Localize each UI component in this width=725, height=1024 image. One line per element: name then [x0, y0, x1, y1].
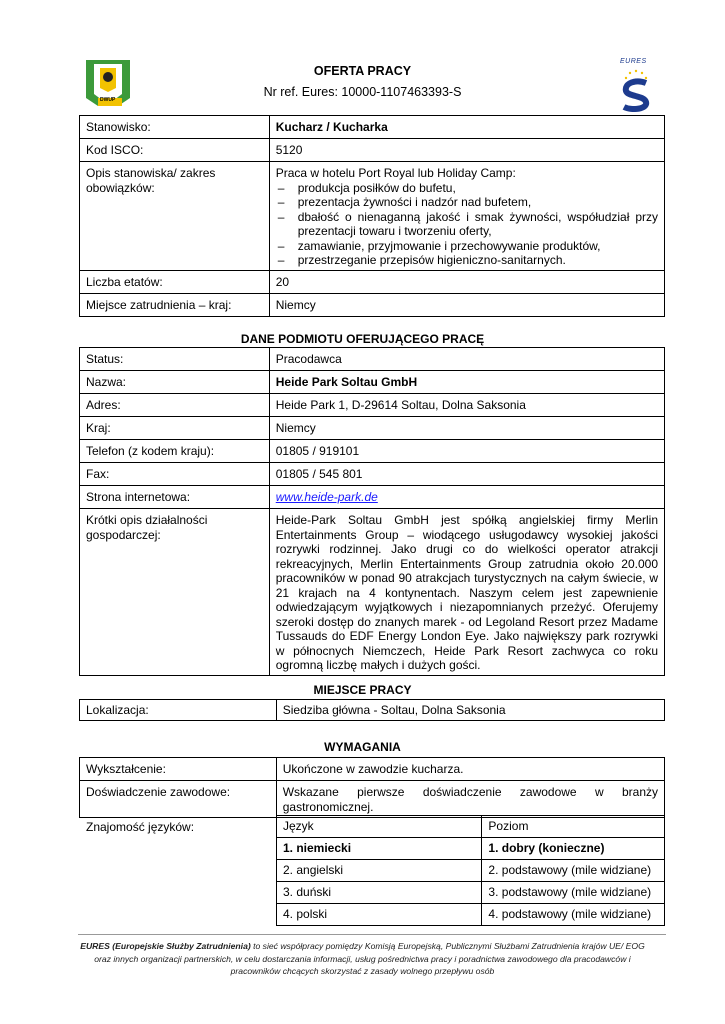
workplace-section-title: MIEJSCE PRACY — [313, 683, 412, 697]
requirements-section-title: WYMAGANIA — [324, 740, 401, 754]
table-row — [80, 509, 665, 676]
business-desc-label: Krótki opis działalności gospodarczej: — [80, 509, 270, 676]
experience-value: Wskazane pierwsze doświadczenie zawodowe w branży gastronomicznej. — [276, 781, 664, 818]
list-item: – prezentacja żywności i nadzór nad bufetem, — [276, 195, 658, 210]
business-desc-value: Heide-Park Soltau GmbH jest spółką angielskiej firmy Merlin Entertainments Group – wiodącego usługodawcy wysokiej jakości rozrywki rodzinnej. Jako drugi co do wielkości operator atrakcji rekreacyjnych, Merlin Entertainments Group zatrudnia około 20.000 pracowników w ponad 90 atrakcjach turystycznych na całym świecie, w 21 krajach na 4 kontynentach. Naszym celem jest zapewnienie odwiedzającym wyjątkowych i niezapomnianych przeżyć. Oferujemy szeroki dostęp do znanych marek - od Legoland Resort przez Madame Tussauds do EDF Energy London Eye. Jako największy park rozrywki w północnych Niemczech, Heide Park Resort zachwyca co roku ogromną liczbę małych i dużych gości. — [269, 509, 664, 676]
language-level: 1. dobry (konieczne) — [488, 841, 605, 855]
reference-number: Nr ref. Eures: 10000-1107463393-S — [263, 85, 462, 99]
requirements-table — [79, 757, 665, 818]
status-value: Pracodawca — [269, 348, 664, 371]
table-row — [277, 904, 665, 926]
table-row — [277, 838, 665, 860]
position-value: Kucharz / Kucharka — [269, 116, 664, 139]
table-row — [80, 394, 665, 417]
language-name: 1. niemiecki — [283, 841, 352, 855]
table-row — [80, 371, 665, 394]
table-row — [80, 116, 665, 139]
table-row — [277, 860, 665, 882]
status-label: Status: — [80, 348, 270, 371]
website-link[interactable]: www.heide-park.de — [275, 490, 378, 505]
languages-table — [276, 815, 665, 926]
list-item: – zamawianie, przyjmowanie i przechowywanie produktów, — [276, 239, 658, 254]
employer-table — [79, 347, 665, 676]
table-row — [80, 270, 665, 293]
level-cell: 3. podstawowy (mile widziane) — [482, 882, 665, 904]
location-value: Siedziba główna - Soltau, Dolna Saksonia — [276, 700, 664, 721]
offer-table — [79, 115, 665, 317]
list-item: – produkcja posiłków do bufetu, — [276, 181, 658, 196]
isco-value: 5120 — [269, 139, 664, 162]
table-row — [277, 816, 665, 838]
education-label: Wykształcenie: — [80, 758, 277, 781]
fax-value: 01805 / 545 801 — [269, 463, 664, 486]
footer-line-3: pracowników chcących skorzystać z zasady wolnego przepływu osób — [230, 966, 495, 976]
list-item: – przestrzeganie przepisów higieniczno-sanitarnych. — [276, 253, 658, 268]
fax-label: Fax: — [80, 463, 270, 486]
location-label: Lokalizacja: — [80, 700, 277, 721]
phone-value: 01805 / 919101 — [269, 440, 664, 463]
languages-label: Znajomość języków: — [86, 820, 195, 834]
list-item: – dbałość o nienaganną jakość i smak żywności, współudział przy prezentacji towaru i tworzeniu oferty, — [276, 210, 658, 239]
footer-line-1 — [70, 940, 655, 953]
country-label: Kraj: — [80, 417, 270, 440]
table-row — [80, 463, 665, 486]
level-header: Poziom — [482, 816, 665, 838]
description-intro: Praca w hotelu Port Royal lub Holiday Camp: — [275, 166, 516, 180]
positions-count-value: 20 — [269, 270, 664, 293]
website-cell — [269, 486, 664, 509]
dwup-logo-text: DWUP — [100, 97, 116, 103]
country-value: Niemcy — [269, 417, 664, 440]
address-label: Adres: — [80, 394, 270, 417]
address-value: Heide Park 1, D-29614 Soltau, Dolna Saksonia — [269, 394, 664, 417]
table-row — [80, 417, 665, 440]
language-header: Język — [277, 816, 482, 838]
table-row — [80, 758, 665, 781]
page-title: OFERTA PRACY — [313, 64, 412, 78]
duties-list — [276, 181, 658, 268]
table-row — [80, 440, 665, 463]
positions-count-label: Liczba etatów: — [80, 270, 270, 293]
work-country-label: Miejsce zatrudnienia – kraj: — [80, 293, 270, 316]
name-value: Heide Park Soltau GmbH — [269, 371, 664, 394]
employer-section-title: DANE PODMIOTU OFERUJĄCEGO PRACĘ — [240, 332, 485, 346]
level-cell: 2. podstawowy (mile widziane) — [482, 860, 665, 882]
language-cell — [277, 838, 482, 860]
website-label: Strona internetowa: — [80, 486, 270, 509]
table-row — [80, 781, 665, 818]
education-value: Ukończone w zawodzie kucharza. — [276, 758, 664, 781]
workplace-table — [79, 699, 665, 721]
footer-divider — [78, 934, 666, 935]
table-row — [80, 293, 665, 316]
level-cell: 4. podstawowy (mile widziane) — [482, 904, 665, 926]
language-cell: 2. angielski — [277, 860, 482, 882]
level-cell — [482, 838, 665, 860]
name-label: Nazwa: — [80, 371, 270, 394]
footer-line-2: oraz innych organizacji partnerskich, w celu dostarczania informacji, usług pośrednictwa pracy i poradnictwa zawodowego dla pracodawców i — [94, 953, 631, 964]
phone-label: Telefon (z kodem kraju): — [80, 440, 270, 463]
table-row — [277, 882, 665, 904]
description-label: Opis stanowiska/ zakres obowiązków: — [80, 162, 270, 271]
footer-text-1: to sieć współpracy pomiędzy Komisją Europejską, Publicznymi Służbami Zatrudnienia krajów UE/ EOG — [250, 941, 645, 951]
isco-label: Kod ISCO: — [80, 139, 270, 162]
footer-note — [70, 940, 655, 978]
experience-label: Doświadczenie zawodowe: — [80, 781, 277, 818]
work-country-value: Niemcy — [269, 293, 664, 316]
position-label: Stanowisko: — [80, 116, 270, 139]
description-value — [269, 162, 664, 271]
table-row — [80, 162, 665, 271]
table-row — [80, 486, 665, 509]
footer-bold: EURES (Europejskie Służby Zatrudnienia) — [80, 941, 251, 951]
table-row — [80, 139, 665, 162]
table-row — [80, 348, 665, 371]
table-row — [80, 700, 665, 721]
language-cell: 4. polski — [277, 904, 482, 926]
eures-logo-text: EURES — [620, 58, 647, 65]
language-cell: 3. duński — [277, 882, 482, 904]
